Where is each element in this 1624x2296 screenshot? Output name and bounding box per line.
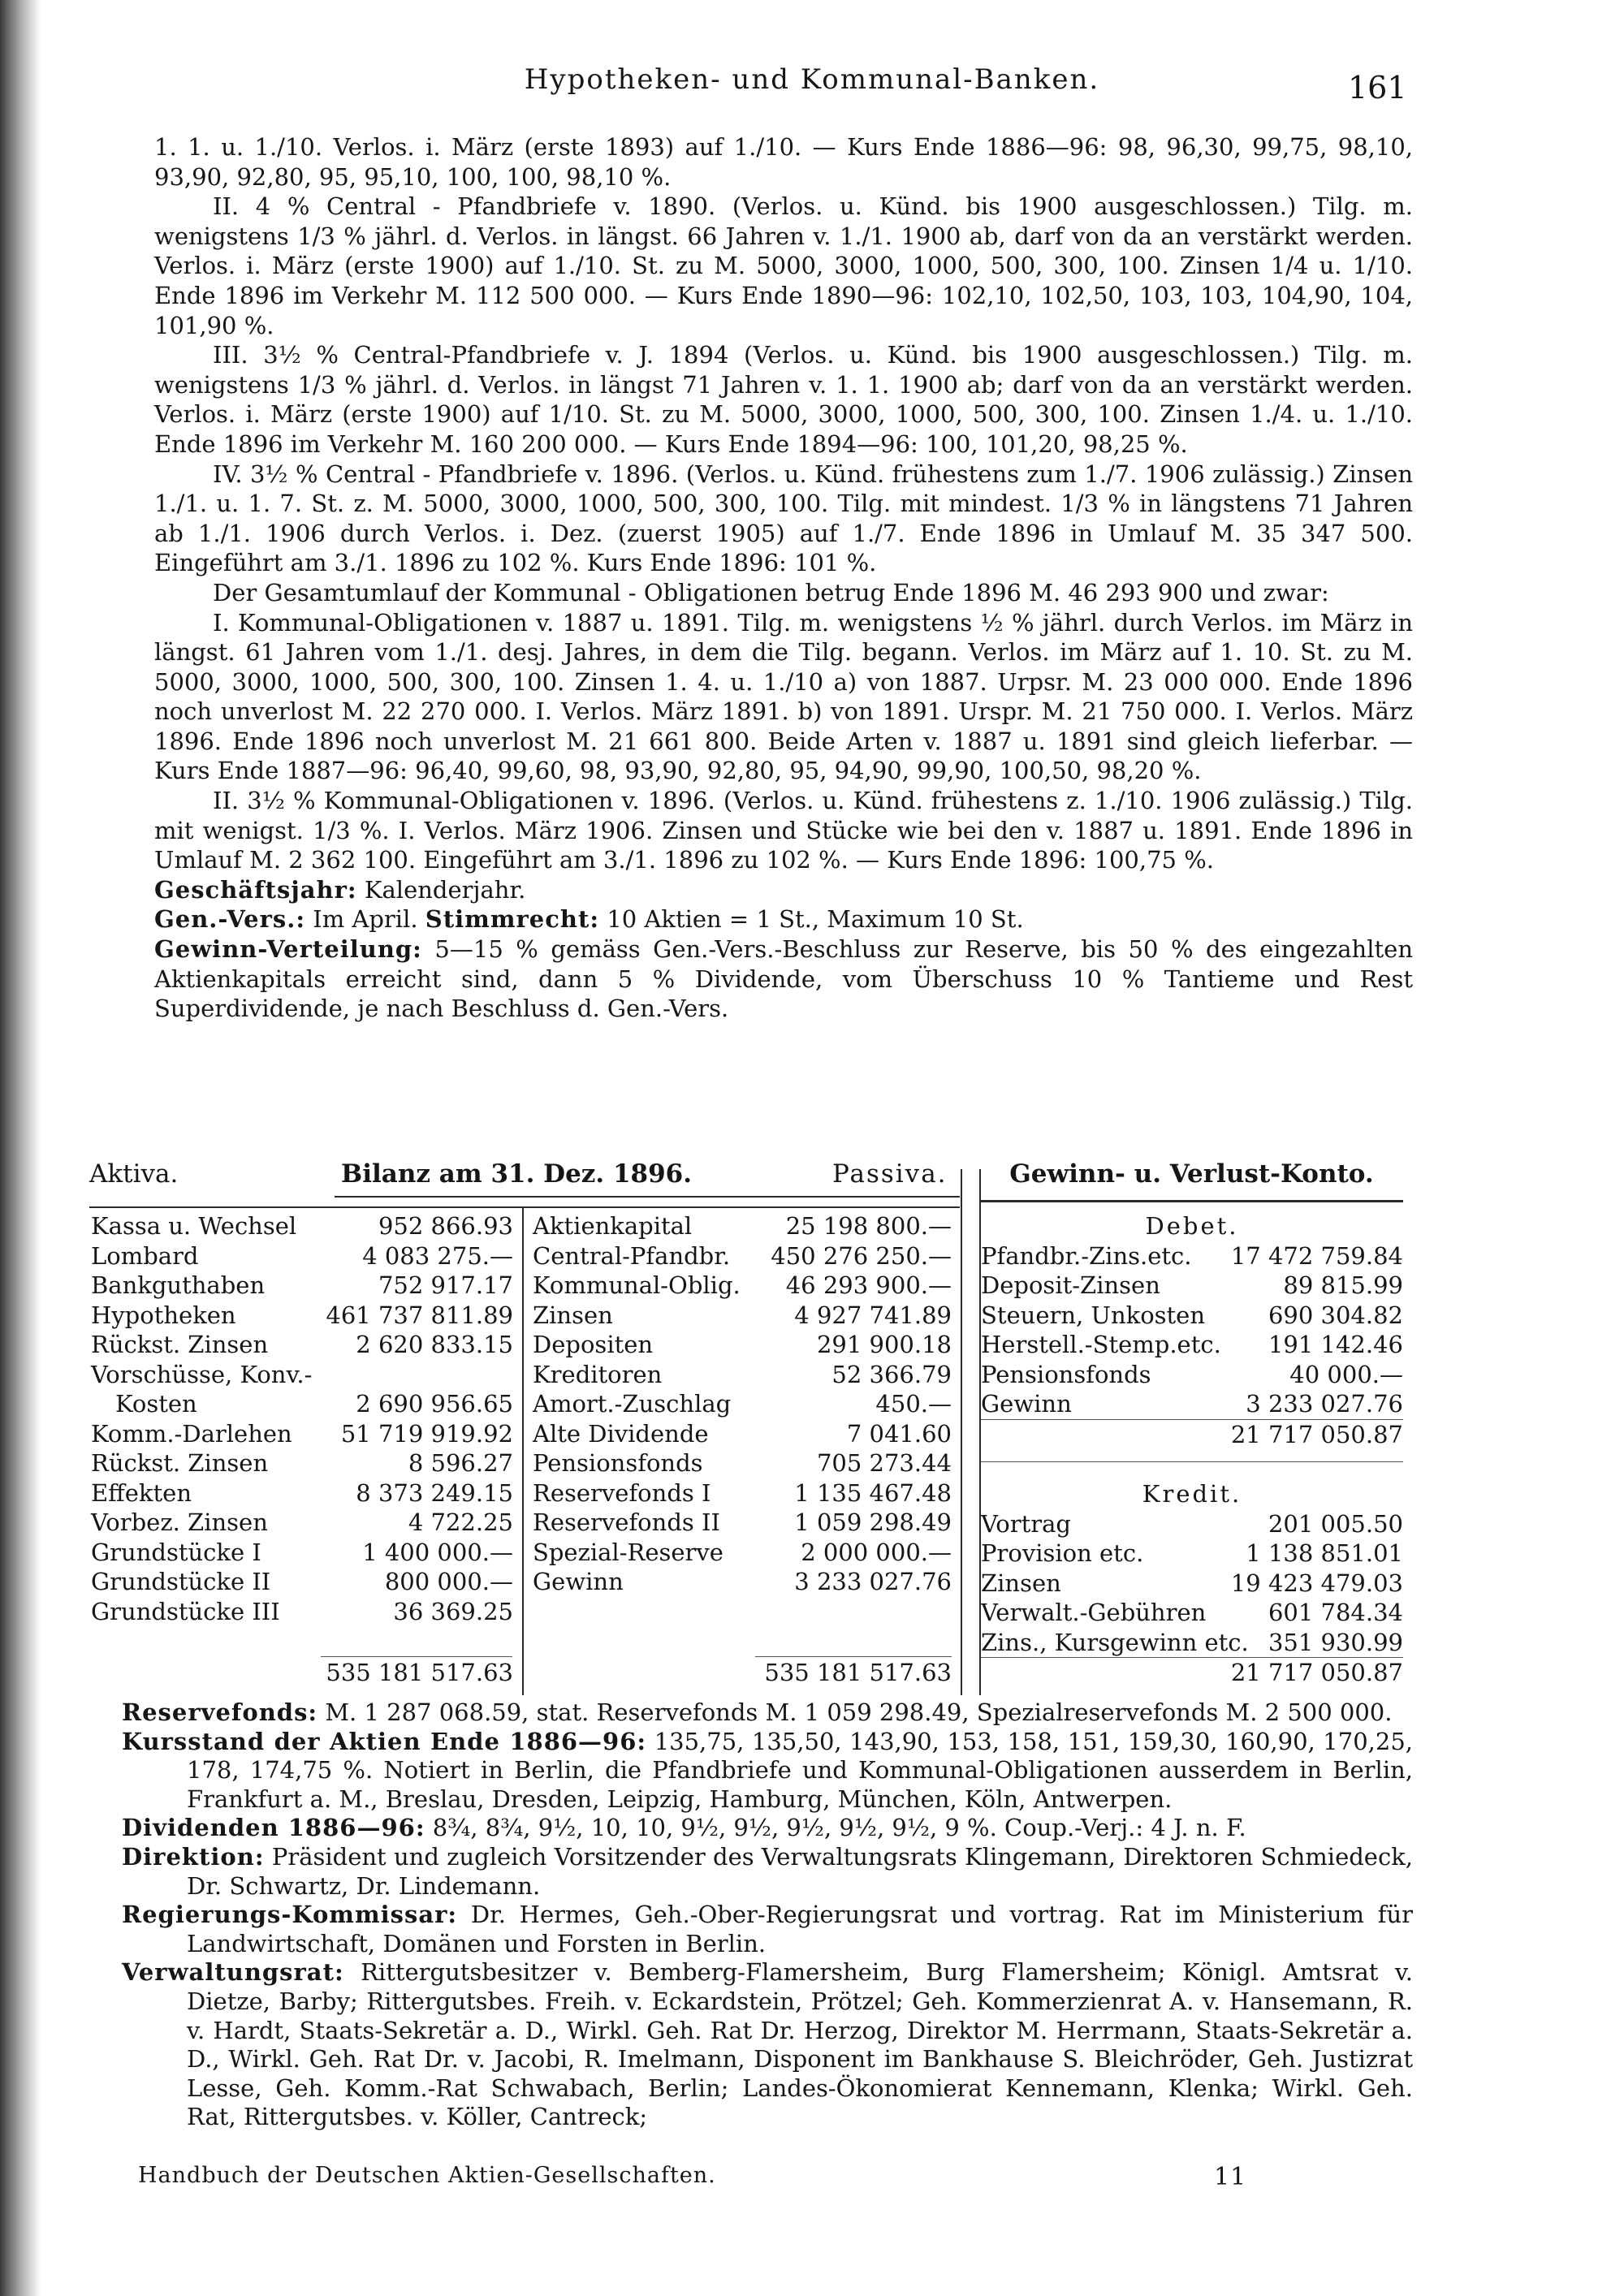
aktiva-row (91, 1211, 513, 1241)
kredit-label: Vortrag (981, 1509, 1071, 1538)
debet-value: 40 000.— (1289, 1360, 1403, 1388)
passiva-value: 1 059 298.49 (794, 1508, 952, 1536)
debet-total: 21 717 050.87 (981, 1419, 1403, 1450)
passiva-value: 450 276 250.— (771, 1241, 952, 1270)
paragraph-pfandbriefe-1894: III. 3½ % Central-Pfandbriefe v. J. 1894 (Verlos. u. Künd. bis 1900 ausgeschlossen.) Tilg. m. wenigstens 1/3 % jährl. d. Verlos. in längst 71 Jahren v. 1. 1. 1900 ab; darf von da an verstärkt werden. Verlos. i. März (erste 1900) auf 1/10. St. zu M. 5000, 3000, 1000, 500, 300, 100. Zinsen 1./4. u. 1./10. Ende 1896 im Verkehr M. 160 200 000. — Kurs Ende 1894—96: 100, 101,20, 98,25 %. (154, 341, 1413, 458)
aktiva-value: 2 620 833.15 (356, 1331, 513, 1358)
passiva-row (533, 1241, 952, 1271)
footer-signature-number: 11 (1214, 2163, 1247, 2191)
passiva-label: Gewinn (533, 1568, 624, 1595)
debet-heading: Debet. (1145, 1212, 1239, 1240)
aktiva-list (91, 1211, 513, 1626)
aktiva-total: 535 181 517.63 (326, 1659, 513, 1686)
passiva-row (533, 1478, 952, 1508)
kredit-value: 351 930.99 (1268, 1628, 1403, 1656)
passiva-label: Alte Dividende (533, 1419, 709, 1448)
lower-text (122, 1698, 1413, 2132)
text-verwaltungsrat: Rittergutsbesitzer v. Bemberg-Flamersheim, Burg Flamersheim; Königl. Amtsrat v. Dietze, Barby; Rittergutsbes. Freih. v. Eckardstein, Prötzel; Geh. Kommerzienrat A. v. Hansemann, R. v. Hardt, Staats-Sekretär a. D., Wirkl. Geh. Rat Dr. Herzog, Direktor M. Herrmann, Staats-Sekretär a. D., Wirkl. Geh. Rat Dr. v. Jacobi, R. Imelmann, Disponent im Bankhause S. Bleichröder, Geh. Justizrat Lesse, Geh. Komm.-Rat Schwabach, Berlin; Landes-Ökonomierat Kennemann, Klenka; Wirkl. Geh. Rat, Rittergutsbes. v. Köller, Cantreck; (187, 1958, 1414, 2131)
aktiva-label: Grundstücke II (91, 1568, 271, 1595)
aktiva-row (91, 1330, 513, 1360)
label-gewinn-verteilung: Gewinn-Verteilung: (154, 935, 422, 964)
paragraph-direktion (122, 1843, 1413, 1901)
page-number: 161 (1348, 70, 1407, 106)
paragraph-gewinn-verteilung (154, 934, 1413, 1024)
label-regierungs-kommissar: Regierungs-Kommissar: (122, 1901, 458, 1929)
aktiva-row (91, 1241, 513, 1271)
kredit-label: Zins., Kursgewinn etc. (981, 1628, 1249, 1656)
gv-kredit (981, 1479, 1403, 1688)
aktiva-label: Grundstücke III (91, 1597, 280, 1625)
passiva-label: Kreditoren (533, 1360, 663, 1388)
debet-row (981, 1271, 1403, 1301)
aktiva-sum-rule (321, 1656, 512, 1657)
debet-label: Deposit-Zinsen (981, 1271, 1160, 1299)
aktiva-row (91, 1360, 513, 1390)
kredit-value: 19 423 479.03 (1230, 1569, 1403, 1597)
debet-value: 89 815.99 (1283, 1271, 1403, 1299)
aktiva-label: Rückst. Zinsen (91, 1449, 269, 1477)
text-gen-vers: Im April. (313, 905, 418, 934)
aktiva-value: 8 373 249.15 (356, 1478, 513, 1507)
aktiva-label: Rückst. Zinsen (91, 1331, 269, 1358)
passiva-value: 7 041.60 (846, 1419, 952, 1448)
kredit-total: 21 717 050.87 (981, 1657, 1403, 1688)
aktiva-value: 461 737 811.89 (326, 1301, 513, 1329)
aktiva-row (91, 1567, 513, 1597)
passiva-row (533, 1389, 952, 1419)
aktiva-label: Effekten (91, 1478, 192, 1507)
aktiva-label: Hypotheken (91, 1301, 236, 1329)
label-geschaeftsjahr: Geschäftsjahr: (154, 875, 357, 904)
passiva-row (533, 1419, 952, 1449)
kredit-row (981, 1509, 1403, 1539)
aktiva-label: Komm.-Darlehen (91, 1419, 292, 1448)
debet-label: Pfandbr.-Zins.etc. (981, 1241, 1192, 1270)
aktiva-value: 8 596.27 (408, 1449, 513, 1477)
debet-row (981, 1389, 1403, 1419)
aktiva-row (91, 1301, 513, 1331)
paragraph-reservefonds (122, 1698, 1413, 1728)
debet-row (981, 1301, 1403, 1331)
passiva-label: Spezial-Reserve (533, 1538, 723, 1566)
aktiva-label: Grundstücke I (91, 1538, 261, 1566)
paragraph-regierungs-kommissar (122, 1901, 1413, 1958)
bilanz-title: Bilanz am 31. Dez. 1896. (341, 1159, 693, 1189)
text-dividenden: 8¾, 8¾, 9½, 10, 10, 9½, 9½, 9½, 9½, 9½, 9 %. Coup.-Verj.: 4 J. n. F. (432, 1814, 1246, 1842)
passiva-value: 450.— (875, 1390, 952, 1418)
kredit-row (981, 1539, 1403, 1569)
passiva-row (533, 1448, 952, 1478)
paragraph-pfandbriefe-1890: II. 4 % Central - Pfandbriefe v. 1890. (Verlos. u. Künd. bis 1900 ausgeschlossen.) Tilg. m. wenigstens 1/3 % jährl. d. Verlos. in längst. 66 Jahren v. 1./1. 1900 ab, darf von da an verstärkt werden. Verlos. i. März (erste 1900) auf 1./10. St. zu M. 5000, 3000, 1000, 500, 300, 100. Zinsen 1/4 u. 1/10. Ende 1896 im Verkehr M. 112 500 000. — Kurs Ende 1890—96: 102,10, 102,50, 103, 103, 104,90, 104, 101,90 %. (154, 192, 1413, 339)
text-reservefonds: M. 1 287 068.59, stat. Reservefonds M. 1 059 298.49, Spezialreservefonds M. 2 500 000. (325, 1698, 1393, 1726)
passiva-value: 1 135 467.48 (794, 1478, 952, 1507)
aktiva-value: 952 866.93 (378, 1212, 513, 1240)
kredit-label: Verwalt.-Gebühren (981, 1599, 1207, 1626)
paragraph-kursstand (122, 1728, 1413, 1815)
bilanz-right-border (961, 1169, 962, 1695)
passiva-row (533, 1538, 952, 1568)
label-reservefonds: Reservefonds: (122, 1698, 318, 1726)
aktiva-label: Vorschüsse, Konv.- (91, 1360, 313, 1388)
passiva-value: 25 198 800.— (785, 1212, 952, 1240)
label-stimmrecht: Stimmrecht: (425, 905, 600, 934)
aktiva-label: Lombard (91, 1241, 199, 1270)
aktiva-row (91, 1271, 513, 1301)
aktiva-row (91, 1538, 513, 1568)
aktiva-row (91, 1597, 513, 1627)
text-kursstand: 135,75, 135,50, 143,90, 153, 158, 151, 159,30, 160,90, 170,25, 178, 174,75 %. Notiert in Berlin, die Pfandbriefe und Kommunal-Obligationen ausserdem in Berlin, Frankfurt a. M., Breslau, Dresden, Leipzig, Hamburg, München, Köln, Antwerpen. (187, 1727, 1413, 1813)
aktiva-value: 1 400 000.— (362, 1538, 513, 1566)
passiva-value: 52 366.79 (831, 1360, 952, 1388)
passiva-label: Aktienkapital (533, 1212, 693, 1240)
aktiva-value: 752 917.17 (378, 1271, 513, 1299)
passiva-label: Depositen (533, 1331, 654, 1358)
running-header: Hypotheken- und Kommunal-Banken. (524, 63, 1100, 96)
passiva-value: 705 273.44 (816, 1449, 952, 1477)
kredit-value: 201 005.50 (1268, 1509, 1403, 1538)
paragraph-kurs-1886: 1. 1. u. 1./10. Verlos. i. März (erste 1893) auf 1./10. — Kurs Ende 1886—96: 98, 96,30, 99,75, 98,10, 93,90, 92,80, 95, 95,10, 100, 100, 98,10 %. (154, 133, 1413, 191)
aktiva-value: 2 690 956.65 (356, 1390, 513, 1418)
kredit-value: 1 138 851.01 (1246, 1539, 1403, 1567)
paragraph-verwaltungsrat (122, 1958, 1413, 2132)
label-verwaltungsrat: Verwaltungsrat: (122, 1958, 344, 1987)
label-direktion: Direktion: (122, 1842, 265, 1871)
main-text (154, 132, 1413, 1024)
passiva-row (533, 1301, 952, 1331)
aktiva-value: 4 083 275.— (362, 1241, 513, 1270)
gv-top-rule (981, 1200, 1403, 1202)
gv-debet (981, 1211, 1403, 1449)
passiva-label: Reservefonds II (533, 1508, 720, 1536)
paragraph-geschaeftsjahr (154, 875, 1413, 905)
text-gewinn-verteilung: 5—15 % gemäss Gen.-Vers.-Beschluss zur Reserve, bis 50 % des eingezahlten Aktienkapitals erreicht sind, dann 5 % Dividende, vom Überschuss 10 % Tantieme und Rest Superdividende, je nach Beschluss d. Gen.-Vers. (154, 935, 1413, 1023)
kredit-row (981, 1628, 1403, 1658)
aktiva-value: 36 369.25 (393, 1597, 513, 1625)
bilanz-second-rule (89, 1206, 960, 1208)
label-dividenden: Dividenden 1886—96: (122, 1814, 425, 1842)
passiva-label: Central-Pfandbr. (533, 1241, 731, 1270)
aktiva-row (91, 1508, 513, 1538)
label-kursstand: Kursstand der Aktien Ende 1886—96: (122, 1727, 647, 1755)
passiva-label: Pensionsfonds (533, 1449, 703, 1477)
kredit-row (981, 1598, 1403, 1628)
bilanz-top-rule (335, 1196, 960, 1198)
debet-row (981, 1330, 1403, 1360)
passiva-row (533, 1567, 952, 1597)
bilanz-divider (522, 1208, 524, 1695)
passiva-value: 291 900.18 (816, 1331, 952, 1358)
debet-label: Herstell.-Stemp.etc. (981, 1331, 1221, 1358)
page-footer (138, 2163, 1405, 2191)
kredit-label: Zinsen (981, 1569, 1061, 1597)
aktiva-value: 4 722.25 (408, 1508, 513, 1536)
kredit-value: 601 784.34 (1268, 1599, 1403, 1626)
kredit-row (981, 1569, 1403, 1599)
debet-label: Gewinn (981, 1390, 1072, 1418)
aktiva-row (91, 1419, 513, 1449)
debet-row (981, 1360, 1403, 1390)
paragraph-gesamtumlauf: Der Gesamtumlauf der Kommunal - Obligationen betrug Ende 1896 M. 46 293 900 und zwar: (213, 578, 1329, 606)
kredit-heading: Kredit. (1142, 1480, 1242, 1508)
passiva-label: Amort.-Zuschlag (533, 1390, 732, 1418)
passiva-row (533, 1271, 952, 1301)
debet-label: Pensionsfonds (981, 1360, 1151, 1388)
aktiva-label: Kassa u. Wechsel (91, 1212, 297, 1240)
aktiva-label: Kosten (115, 1390, 197, 1418)
passiva-value: 3 233 027.76 (794, 1568, 952, 1595)
text-geschaeftsjahr: Kalenderjahr. (364, 875, 526, 904)
aktiva-value: 800 000.— (384, 1568, 513, 1595)
passiva-label: Kommunal-Oblig. (533, 1271, 741, 1299)
gv-section-rule (981, 1461, 1403, 1462)
passiva-total: 535 181 517.63 (764, 1659, 952, 1686)
debet-value: 191 142.46 (1268, 1331, 1403, 1358)
text-direktion: Präsident und zugleich Vorsitzender des Verwaltungsrats Klingemann, Direktoren Schmiedeck, Dr. Schwartz, Dr. Lindemann. (187, 1842, 1413, 1900)
passiva-label: Zinsen (533, 1301, 613, 1329)
debet-value: 17 472 759.84 (1230, 1241, 1403, 1270)
passiva-row (533, 1508, 952, 1538)
paragraph-kommunal-1887: I. Kommunal-Obligationen v. 1887 u. 1891. Tilg. m. wenigstens ½ % jährl. durch Verlos. im März in längst. 61 Jahren vom 1./1. desj. Jahres, in dem die Tilg. begann. Verlos. im März auf 1. 10. St. zu M. 5000, 3000, 1000, 500, 300, 100. Zinsen 1. 4. u. 1./10 a) von 1887. Urpsr. M. 23 000 000. Ende 1896 noch unverlost M. 22 270 000. I. Verlos. März 1891. b) von 1891. Urspr. M. 21 750 000. I. Verlos. März 1896. Ende 1896 noch unverlost M. 21 661 800. Beide Arten v. 1887 u. 1891 sind gleich lieferbar. — Kurs Ende 1887—96: 96,40, 99,60, 98, 93,90, 92,80, 95, 94,90, 99,90, 100,50, 98,20 %. (154, 608, 1413, 785)
passiva-row (533, 1360, 952, 1390)
passiva-value: 2 000 000.— (801, 1538, 952, 1566)
label-gen-vers: Gen.-Vers.: (154, 905, 306, 934)
paragraph-kommunal-1896: II. 3½ % Kommunal-Obligationen v. 1896. (Verlos. u. Künd. frühestens z. 1./10. 1906 zulässig.) Tilg. mit wenigst. 1/3 %. I. Verlos. März 1906. Zinsen und Stücke wie bei den v. 1887 u. 1891. Ende 1896 in Umlauf M. 2 362 100. Eingeführt am 3./1. 1896 zu 102 %. — Kurs Ende 1896: 100,75 %. (154, 787, 1413, 874)
aktiva-value: 51 719 919.92 (340, 1419, 513, 1448)
passiva-sum-rule (755, 1656, 952, 1657)
gewinn-verlust-title: Gewinn- u. Verlust-Konto. (1009, 1159, 1374, 1189)
aktiva-label: Bankguthaben (91, 1271, 266, 1299)
paragraph-pfandbriefe-1896: IV. 3½ % Central - Pfandbriefe v. 1896. (Verlos. u. Künd. frühestens zum 1./7. 1906 zulässig.) Zinsen 1./1. u. 1. 7. St. z. M. 5000, 3000, 1000, 500, 300, 100. Tilg. mit mindest. 1/3 % in längstens 71 Jahren ab 1./1. 1906 durch Verlos. i. Dez. (zuerst 1905) auf 1./7. Ende 1896 in Umlauf M. 35 347 500. Eingeführt am 3./1. 1896 zu 102 %. Kurs Ende 1896: 101 %. (154, 460, 1413, 577)
aktiva-row (91, 1478, 513, 1508)
debet-label: Steuern, Unkosten (981, 1301, 1206, 1329)
paragraph-gen-vers (154, 904, 1413, 934)
footer-book-title: Handbuch der Deutschen Aktien-Gesellschaften. (138, 2163, 716, 2188)
passiva-list (533, 1211, 952, 1597)
aktiva-row (91, 1448, 513, 1478)
aktiva-row (91, 1389, 513, 1419)
debet-value: 690 304.82 (1268, 1301, 1403, 1329)
passiva-row (533, 1330, 952, 1360)
debet-row (981, 1241, 1403, 1271)
passiva-label: Reservefonds I (533, 1478, 711, 1507)
passiva-heading: Passiva. (832, 1159, 948, 1189)
aktiva-heading: Aktiva. (89, 1159, 179, 1189)
text-regierungs-kommissar: Dr. Hermes, Geh.-Ober-Regierungsrat und vortrag. Rat im Ministerium für Landwirtschaft, Domänen und Forsten in Berlin. (187, 1901, 1414, 1957)
passiva-value: 46 293 900.— (785, 1271, 952, 1299)
passiva-value: 4 927 741.89 (794, 1301, 952, 1329)
debet-value: 3 233 027.76 (1246, 1390, 1403, 1418)
text-stimmrecht: 10 Aktien = 1 St., Maximum 10 St. (607, 905, 1024, 934)
aktiva-label: Vorbez. Zinsen (91, 1508, 268, 1536)
passiva-row (533, 1211, 952, 1241)
kredit-label: Provision etc. (981, 1539, 1144, 1567)
paragraph-dividenden (122, 1814, 1413, 1843)
